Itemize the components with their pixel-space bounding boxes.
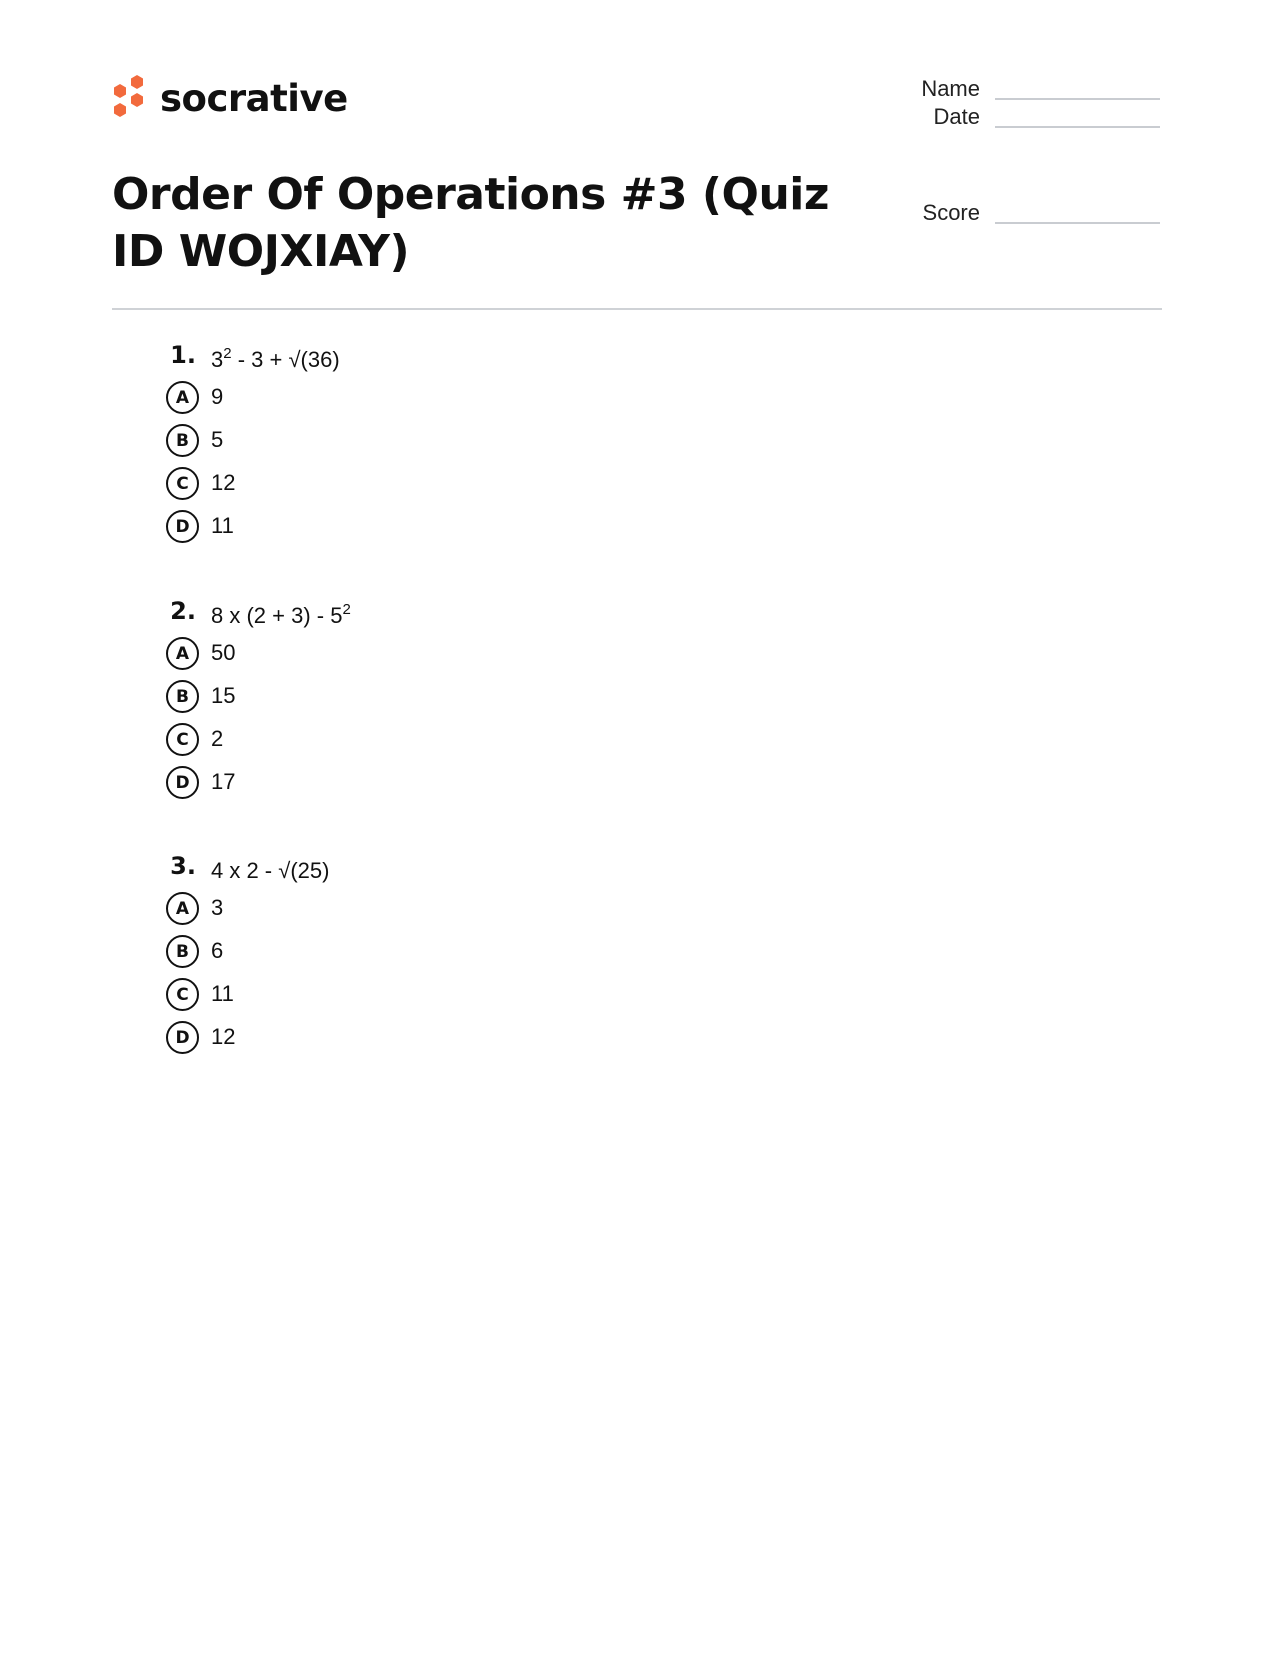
date-field[interactable]	[860, 104, 1160, 132]
option-text: 6	[211, 938, 224, 963]
score-field[interactable]	[860, 200, 1160, 228]
question-text: 8 x $(2 + 3) - 5^2$	[211, 601, 351, 628]
question-prompt	[166, 597, 966, 637]
question-text: $3^2 - 3 + √(36)$	[211, 345, 340, 372]
option-c[interactable]	[166, 723, 966, 766]
option-text: 5	[211, 427, 224, 452]
option-letter-circle[interactable]: C	[166, 467, 199, 500]
option-a[interactable]	[166, 381, 966, 424]
option-letter-circle[interactable]: D	[166, 1021, 199, 1054]
option-letter-circle[interactable]: C	[166, 723, 199, 756]
option-text: 50	[211, 640, 236, 665]
option-text: 17	[211, 769, 236, 794]
question-prompt	[166, 852, 966, 892]
date-label: Date	[933, 104, 980, 129]
date-line	[995, 126, 1160, 128]
question-number: 2.	[170, 597, 196, 625]
question-3	[166, 852, 966, 1064]
option-a[interactable]	[166, 892, 966, 935]
header-divider	[112, 308, 1162, 310]
option-d[interactable]	[166, 1021, 966, 1064]
option-letter-circle[interactable]: B	[166, 424, 199, 457]
option-text: 3	[211, 895, 224, 920]
option-letter-circle[interactable]: B	[166, 935, 199, 968]
question-number: 3.	[170, 852, 196, 880]
option-letter-circle[interactable]: D	[166, 510, 199, 543]
question-2	[166, 597, 966, 809]
quiz-title: Order Of Operations #3 (Quiz ID WOJXIAY)	[112, 169, 829, 277]
option-letter-circle[interactable]: A	[166, 381, 199, 414]
option-a[interactable]	[166, 637, 966, 680]
question-prompt	[166, 341, 966, 381]
option-text: 9	[211, 384, 224, 409]
option-text: 11	[211, 513, 234, 538]
option-letter-circle[interactable]: B	[166, 680, 199, 713]
name-line	[995, 98, 1160, 100]
question-number: 1.	[170, 341, 196, 369]
option-text: 15	[211, 683, 236, 708]
socrative-logo	[110, 72, 348, 124]
option-text: 12	[211, 1024, 236, 1049]
question-text: 4 x 2 - √(25)	[211, 858, 330, 883]
score-label: Score	[922, 200, 980, 225]
hexagon-cluster-icon	[110, 73, 148, 123]
option-b[interactable]	[166, 680, 966, 723]
option-text: 11	[211, 981, 234, 1006]
option-letter-circle[interactable]: A	[166, 892, 199, 925]
score-line	[995, 222, 1160, 224]
option-text: 12	[211, 470, 236, 495]
option-d[interactable]	[166, 766, 966, 809]
option-d[interactable]	[166, 510, 966, 553]
option-c[interactable]	[166, 467, 966, 510]
option-text: 2	[211, 726, 224, 751]
question-1	[166, 341, 966, 553]
brand-name: socrative	[160, 76, 348, 120]
option-c[interactable]	[166, 978, 966, 1021]
option-b[interactable]	[166, 424, 966, 467]
name-label: Name	[921, 76, 980, 101]
option-letter-circle[interactable]: A	[166, 637, 199, 670]
option-b[interactable]	[166, 935, 966, 978]
name-field[interactable]	[860, 76, 1160, 104]
option-letter-circle[interactable]: C	[166, 978, 199, 1011]
option-letter-circle[interactable]: D	[166, 766, 199, 799]
